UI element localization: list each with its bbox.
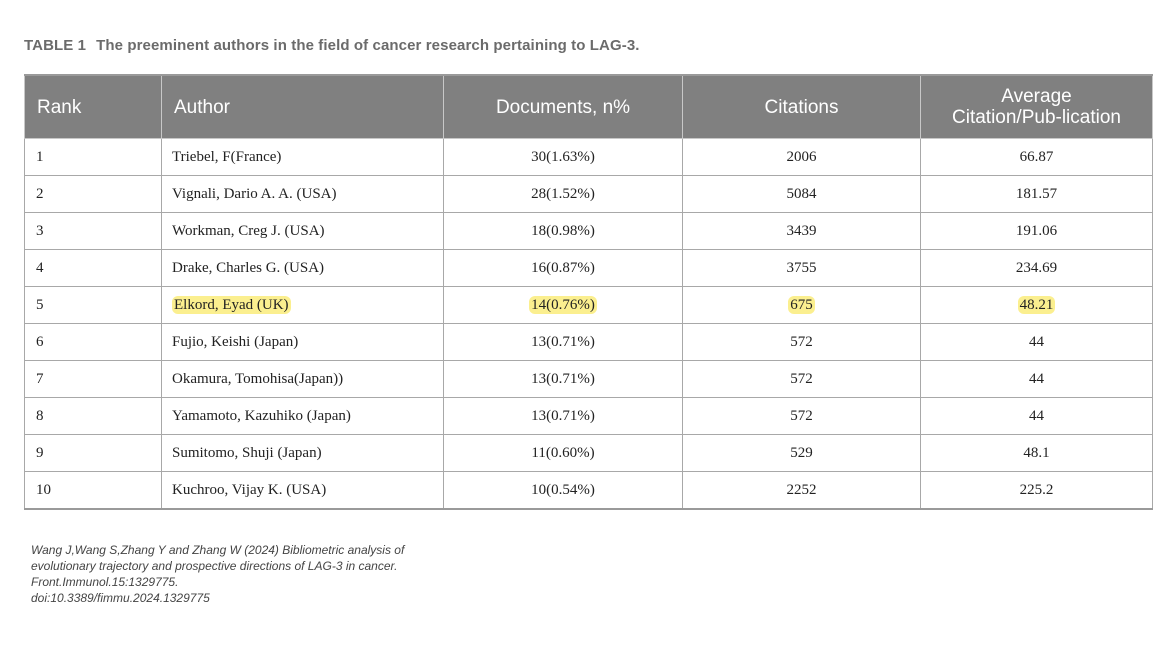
cell-documents: 11(0.60%) bbox=[444, 435, 683, 472]
cell-average: 48.1 bbox=[921, 435, 1153, 472]
cell-citations: 529 bbox=[683, 435, 921, 472]
cell-documents: 10(0.54%) bbox=[444, 472, 683, 510]
table-row bbox=[25, 213, 1153, 250]
cell-average: 44 bbox=[921, 398, 1153, 435]
header-average bbox=[921, 75, 1153, 139]
cell-rank: 9 bbox=[25, 435, 162, 472]
cell-citations: 2252 bbox=[683, 472, 921, 510]
table-title: The preeminent authors in the field of cancer research pertaining to LAG-3. bbox=[96, 37, 640, 54]
table-row bbox=[25, 250, 1153, 287]
cell-rank: 3 bbox=[25, 213, 162, 250]
highlight-citations: 675 bbox=[790, 296, 813, 313]
cell-rank: 2 bbox=[25, 176, 162, 213]
header-author: Author bbox=[162, 75, 444, 139]
cell-documents: 30(1.63%) bbox=[444, 139, 683, 176]
cell-author: Kuchroo, Vijay K. (USA) bbox=[162, 472, 444, 510]
cell-average: 44 bbox=[921, 324, 1153, 361]
highlight-author: Elkord, Eyad (UK) bbox=[174, 296, 289, 313]
cell-author bbox=[162, 287, 444, 324]
header-rank: Rank bbox=[25, 75, 162, 139]
cell-average: 234.69 bbox=[921, 250, 1153, 287]
cell-rank: 8 bbox=[25, 398, 162, 435]
cell-author: Triebel, F(France) bbox=[162, 139, 444, 176]
cell-author: Drake, Charles G. (USA) bbox=[162, 250, 444, 287]
table-row bbox=[25, 176, 1153, 213]
cell-documents: 13(0.71%) bbox=[444, 361, 683, 398]
table-row bbox=[25, 139, 1153, 176]
cell-citations bbox=[683, 287, 921, 324]
cell-rank: 5 bbox=[25, 287, 162, 324]
table-row bbox=[25, 435, 1153, 472]
cell-average: 191.06 bbox=[921, 213, 1153, 250]
cell-rank: 6 bbox=[25, 324, 162, 361]
cell-average bbox=[921, 287, 1153, 324]
authors-table bbox=[24, 74, 1153, 510]
cell-author: Fujio, Keishi (Japan) bbox=[162, 324, 444, 361]
cell-citations: 572 bbox=[683, 361, 921, 398]
cell-documents: 18(0.98%) bbox=[444, 213, 683, 250]
cell-rank: 10 bbox=[25, 472, 162, 510]
citation-line: evolutionary trajectory and prospective directions of LAG-3 in cancer. bbox=[31, 559, 398, 573]
cell-rank: 4 bbox=[25, 250, 162, 287]
table-row bbox=[25, 472, 1153, 510]
highlight-documents: 14(0.76%) bbox=[531, 296, 595, 313]
cell-author: Workman, Creg J. (USA) bbox=[162, 213, 444, 250]
cell-author: Vignali, Dario A. A. (USA) bbox=[162, 176, 444, 213]
cell-author: Okamura, Tomohisa(Japan)) bbox=[162, 361, 444, 398]
table-caption bbox=[24, 37, 640, 54]
header-row bbox=[25, 75, 1153, 139]
cell-citations: 572 bbox=[683, 398, 921, 435]
table-row bbox=[25, 324, 1153, 361]
citation-note bbox=[31, 542, 404, 606]
citation-line: Front.Immunol.15:1329775. bbox=[31, 575, 179, 589]
citation-doi: doi:10.3389/fimmu.2024.1329775 bbox=[31, 591, 210, 605]
table-row bbox=[25, 398, 1153, 435]
cell-average: 44 bbox=[921, 361, 1153, 398]
cell-documents: 13(0.71%) bbox=[444, 324, 683, 361]
table-row bbox=[25, 361, 1153, 398]
cell-rank: 7 bbox=[25, 361, 162, 398]
cell-rank: 1 bbox=[25, 139, 162, 176]
highlight-average: 48.21 bbox=[1019, 296, 1054, 313]
header-average-line1: Average bbox=[1001, 86, 1072, 107]
cell-citations: 2006 bbox=[683, 139, 921, 176]
cell-citations: 3755 bbox=[683, 250, 921, 287]
table-label: TABLE 1 bbox=[24, 37, 87, 54]
cell-average: 66.87 bbox=[921, 139, 1153, 176]
cell-documents: 28(1.52%) bbox=[444, 176, 683, 213]
cell-average: 181.57 bbox=[921, 176, 1153, 213]
cell-citations: 572 bbox=[683, 324, 921, 361]
cell-documents bbox=[444, 287, 683, 324]
cell-citations: 3439 bbox=[683, 213, 921, 250]
cell-author: Sumitomo, Shuji (Japan) bbox=[162, 435, 444, 472]
header-documents: Documents, n% bbox=[444, 75, 683, 139]
cell-citations: 5084 bbox=[683, 176, 921, 213]
header-citations: Citations bbox=[683, 75, 921, 139]
header-average-line2: Citation/Pub-lication bbox=[952, 107, 1121, 128]
cell-author: Yamamoto, Kazuhiko (Japan) bbox=[162, 398, 444, 435]
cell-documents: 16(0.87%) bbox=[444, 250, 683, 287]
cell-documents: 13(0.71%) bbox=[444, 398, 683, 435]
cell-average: 225.2 bbox=[921, 472, 1153, 510]
citation-line: Wang J,Wang S,Zhang Y and Zhang W (2024) Bibliometric analysis of bbox=[31, 543, 405, 557]
table-row-highlighted bbox=[25, 287, 1153, 324]
